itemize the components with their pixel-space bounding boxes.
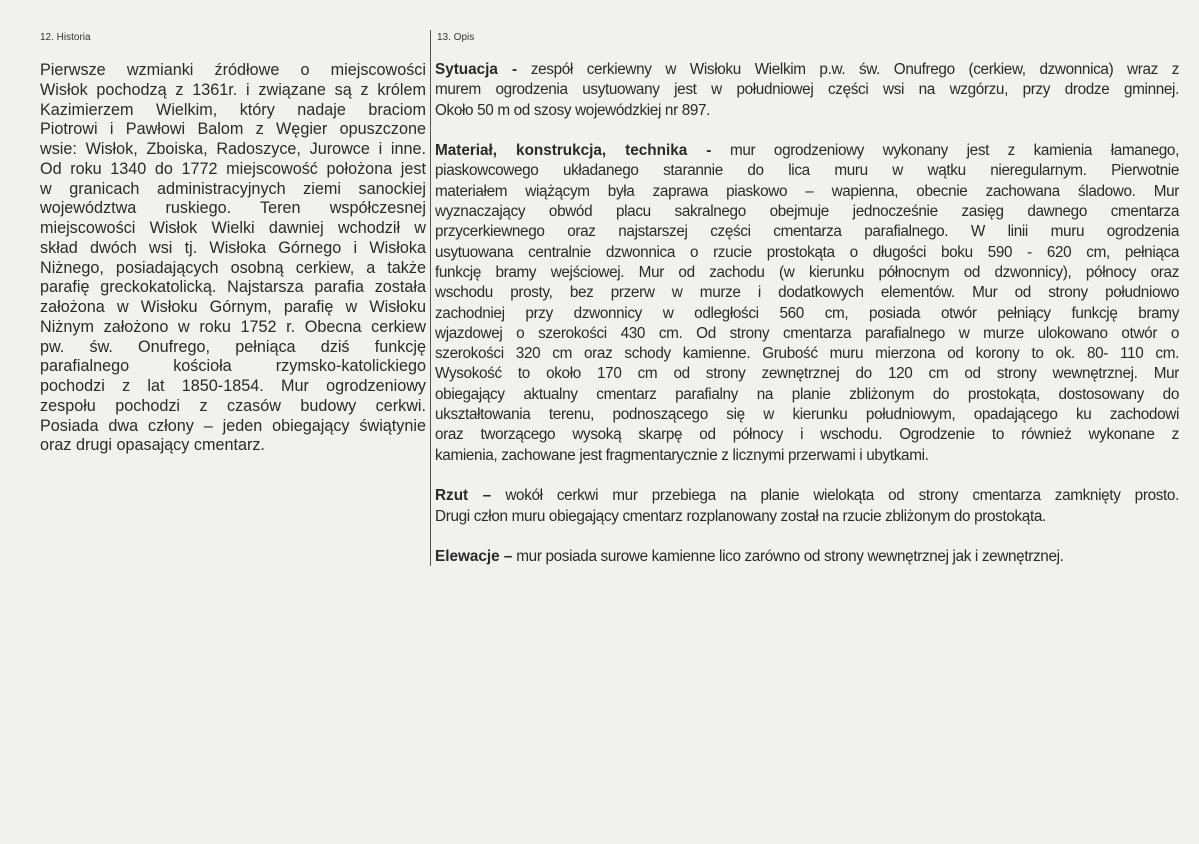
paragraph — [435, 547, 1179, 567]
text-line: pw. św. Onufrego, pełniąca dziś funkcję — [40, 337, 426, 356]
text-line: murem ogrodzenia usytuowany jest w południowej części wsi na wzgórzu, przy drodze gminnej. — [435, 81, 1179, 99]
text-line: wsie: Wisłok, Zboiska, Radoszyce, Jurowce i inne. — [40, 140, 426, 158]
text-line: Sytuacja - zespół cerkiewny w Wisłoku Wielkim p.w. św. Onufrego (cerkiew, dzwonnica) wraz z — [435, 61, 1179, 78]
text-line: Niżnym założono w roku 1752 r. Obecna cerkiew — [40, 317, 426, 336]
text-line: Rzut – wokół cerkwi mur przebiega na planie wielokąta od strony cmentarza zamknięty prosto. — [435, 487, 1179, 505]
text-line: pochodzi z lat 1850-1854. Mur ogrodzeniowy — [40, 377, 426, 395]
text-line: kamienia, zachowane jest fragmentarycznie z licznymi przerwami i ubytkami. — [435, 446, 929, 464]
text-line: Niżnego, posiadających osobną cerkiew, a także — [40, 258, 426, 277]
paragraph-title: Materiał, konstrukcja, technika - — [435, 142, 712, 160]
text-line: Elewacje – mur posiada surowe kamienne lico zarówno od strony wewnętrznej jak i zewnętrznej. — [435, 548, 1064, 566]
text-line: wschodu prosty, bez przerw w murze i dodatkowych elementów. Mur od strony południowo — [435, 284, 1179, 302]
text-line: skład dwóch wsi tj. Wisłoka Górnego i Wisłoka — [40, 238, 426, 257]
text-line: ukształtowania terenu, podnoszącego się w kierunku południowym, opadającego ku zachodowi — [435, 406, 1179, 424]
text-line: zespołu pochodzi z czasów budowy cerkwi. — [40, 396, 426, 415]
paragraph — [435, 486, 1179, 527]
text-line: obiegający aktualny cmentarz parafialny na planie zbliżonym do prostokąta, dostosowany do — [435, 385, 1179, 403]
text-line: Kazimierzem Wielkim, który nadaje braciom — [40, 100, 426, 119]
text-line: Około 50 m od szosy wojewódzkiej nr 897. — [435, 101, 711, 119]
text-line: funkcję bramy wejściowej. Mur od zachodu (w kierunku północnym od dzwonnicy), północy oraz — [435, 263, 1179, 281]
paragraph-title: Elewacje – — [435, 548, 513, 566]
text-line: piaskowcowego układanego starannie do lica muru w wątku nieregularnym. Pierwotnie — [435, 162, 1179, 180]
historia-text — [40, 61, 426, 456]
text-line: Materiał, konstrukcja, technika - mur ogrodzeniowy wykonany jest z kamienia łamanego, — [435, 142, 1179, 160]
paragraph-title: Sytuacja - — [435, 61, 518, 78]
text-line: materiałem wiążącym była zaprawa piaskowo – wapienna, obecnie zachowana śladowo. Mur — [435, 182, 1179, 200]
text-line: parafię greckokatolicką. Najstarsza parafia została — [40, 278, 426, 297]
paragraph — [435, 141, 1179, 466]
text-line: Wysokość to około 170 cm od strony zewnętrznej do 120 cm od strony wewnętrznej. Mur — [435, 365, 1179, 383]
text-line: miejscowości Wisłok Wielki dawniej wchodził w — [40, 219, 426, 237]
text-line: przycerkiewnego oraz najstarszej części cmentarza parafialnego. W linii muru ogrodzenia — [435, 223, 1179, 241]
text-line: województwa ruskiego. Teren współczesnej — [40, 199, 426, 218]
text-line: szerokości 320 cm oraz schody kamienne. Grubość muru mierzona od korony to ok. 80- 110 cm. — [435, 345, 1179, 363]
text-line: w granicach administracyjnych ziemi sanockiej — [40, 179, 426, 198]
text-line: oraz tworzącego wysoką skarpę od północy i wschodu. Ogrodzenie to również wykonane z — [435, 426, 1179, 444]
section-header-historia: 12. Historia — [40, 32, 91, 43]
paragraph — [435, 60, 1179, 121]
text-line: Od roku 1340 do 1772 miejscowość położona jest — [40, 159, 426, 178]
column-divider — [430, 30, 431, 566]
text-line: zachodniej przy dzwonnicy w odległości 560 cm, posiada otwór pełniący funkcję bramy — [435, 304, 1179, 322]
text-line: Piotrowi i Pawłowi Balom z Węgier opuszczone — [40, 120, 426, 139]
opis-text — [435, 60, 1179, 588]
text-line: usytuowana centralnie dzwonnica o rzucie prostokąta o długości boku 590 - 620 cm, pełniąca — [435, 243, 1179, 261]
text-line: Pierwsze wzmianki źródłowe o miejscowości — [40, 61, 426, 79]
text-line: wyznaczający obwód placu sakralnego obejmuje jednocześnie zasięg dawnego cmentarza — [435, 203, 1179, 221]
text-line: Wisłok pochodzą z 1361r. i związane są z królem — [40, 80, 426, 99]
section-header-opis: 13. Opis — [437, 32, 475, 43]
text-line: założona w Wisłoku Górnym, parafię w Wisłoku — [40, 298, 426, 316]
text-line: Drugi człon muru obiegający cmentarz rozplanowany został na rzucie zbliżonym do prostokąta. — [435, 507, 1046, 525]
text-line: parafialnego kościoła rzymsko-katolickiego — [40, 357, 426, 376]
text-line: Posiada dwa człony – jeden obiegający świątynie — [40, 416, 426, 435]
paragraph-title: Rzut – — [435, 487, 492, 505]
text-line: wjazdowej o szerokości 430 cm. Od strony cmentarza parafialnego w murze ulokowano otwór o — [435, 324, 1179, 342]
text-line: oraz drugi opasający cmentarz. — [40, 436, 265, 455]
